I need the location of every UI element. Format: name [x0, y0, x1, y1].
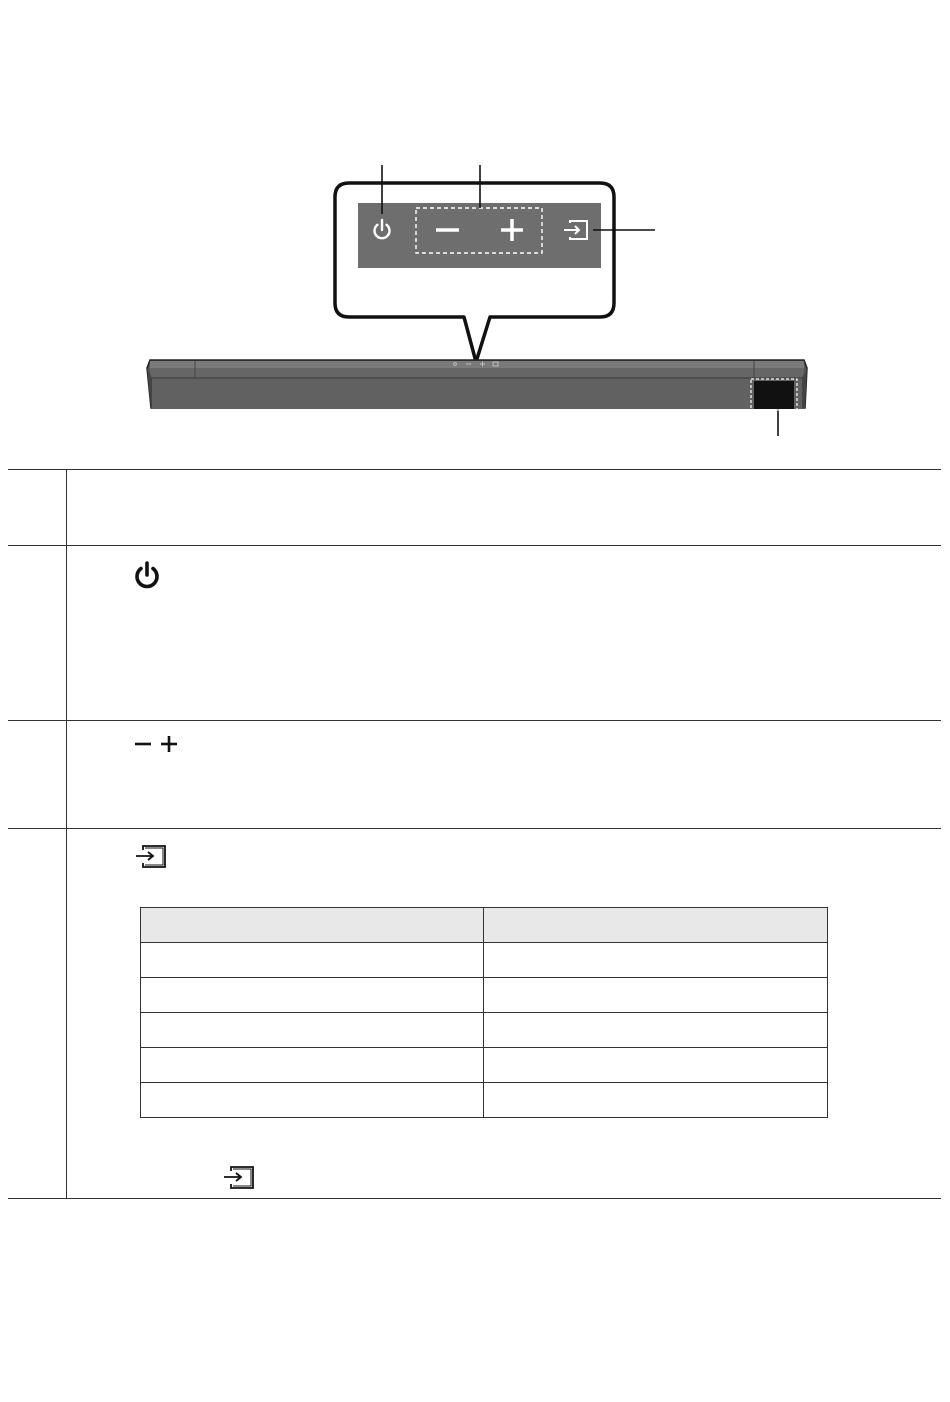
header-cell: [141, 908, 484, 943]
table-cell: [141, 1013, 484, 1048]
display-window: [754, 381, 794, 409]
mode-table: [140, 907, 828, 1118]
source-icon: [133, 843, 169, 869]
row-description-cell: [67, 470, 942, 546]
table-row: [8, 470, 941, 546]
row-number-cell: [8, 721, 67, 829]
source-icon: [221, 1164, 257, 1190]
row-number-cell: [8, 829, 67, 1199]
table-cell: [141, 1048, 484, 1083]
table-row: [8, 829, 941, 1199]
table-row: [8, 546, 941, 721]
row-number-cell: [8, 470, 67, 546]
table-cell: [484, 1013, 828, 1048]
table-cell: [141, 978, 484, 1013]
table-row: [141, 1013, 828, 1048]
mode-table-header: [141, 908, 828, 943]
table-row: [141, 978, 828, 1013]
row-description-cell: [67, 546, 942, 721]
table-row: [141, 943, 828, 978]
header-cell: [484, 908, 828, 943]
table-cell: [484, 978, 828, 1013]
row-description-cell: [67, 721, 942, 829]
table-row: [8, 721, 941, 829]
table-row: [141, 1048, 828, 1083]
soundbar: [147, 360, 807, 410]
power-icon: [133, 560, 161, 590]
table-cell: [484, 1083, 828, 1118]
volume-up-icon: [159, 733, 179, 755]
soundbar-illustration: [0, 0, 950, 465]
row-description-cell: [67, 829, 942, 1199]
volume-down-icon: [133, 733, 153, 755]
table-row: [141, 1083, 828, 1118]
description-table: [8, 469, 941, 1199]
control-panel: [358, 203, 601, 268]
table-cell: [484, 1048, 828, 1083]
table-cell: [484, 943, 828, 978]
table-cell: [141, 943, 484, 978]
table-cell: [141, 1083, 484, 1118]
row-number-cell: [8, 546, 67, 721]
